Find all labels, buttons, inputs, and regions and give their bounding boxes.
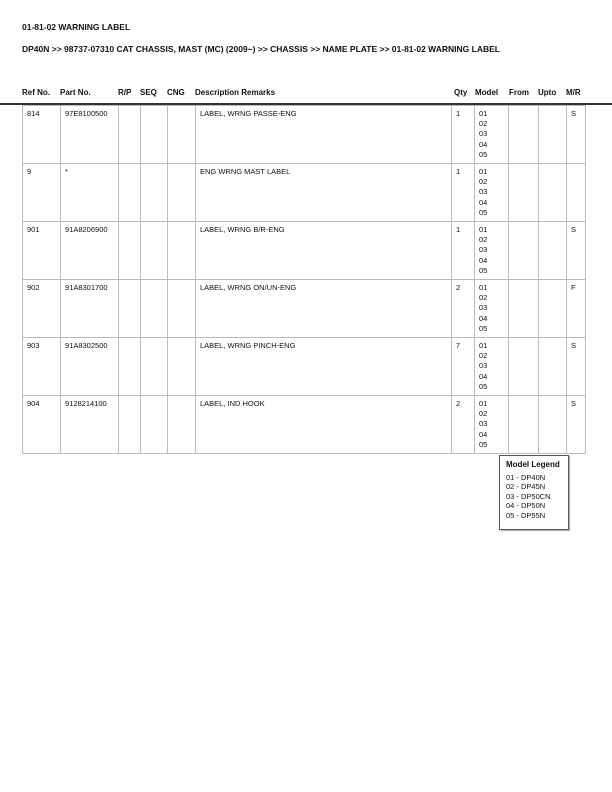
table-row — [23, 106, 586, 164]
upto-cell — [539, 222, 567, 280]
from-cell — [509, 222, 539, 280]
table-row — [23, 222, 586, 280]
model-legend — [499, 455, 569, 530]
qty-cell: 2 — [452, 280, 475, 338]
cng-cell — [168, 396, 196, 454]
table-row — [23, 338, 586, 396]
column-header: M/R — [566, 88, 581, 97]
upto-cell — [539, 280, 567, 338]
page-title: 01-81-02 WARNING LABEL — [22, 22, 131, 32]
part-no-cell: * — [61, 164, 119, 222]
qty-cell: 1 — [452, 106, 475, 164]
column-header: Ref No. — [22, 88, 50, 97]
upto-cell — [539, 164, 567, 222]
column-header: From — [509, 88, 529, 97]
table-row — [23, 396, 586, 454]
model-code: 03 — [479, 245, 488, 255]
model-code: 03 — [479, 187, 488, 197]
rp-cell — [119, 222, 141, 280]
model-cell — [475, 164, 509, 222]
model-code: 02 — [479, 409, 488, 419]
model-cell — [475, 222, 509, 280]
model-code: 04 — [479, 371, 488, 381]
model-cell — [475, 338, 509, 396]
seq-cell — [141, 164, 168, 222]
legend-item: 05 - DP55N — [506, 510, 546, 520]
model-code: 03 — [479, 419, 488, 429]
mr-cell: S — [567, 106, 586, 164]
cng-cell — [168, 222, 196, 280]
from-cell — [509, 396, 539, 454]
model-code: 03 — [479, 303, 488, 313]
model-code: 02 — [479, 177, 488, 187]
model-code: 05 — [479, 207, 488, 217]
upto-cell — [539, 106, 567, 164]
ref-no-cell: 814 — [23, 106, 61, 164]
description-cell: ENG WRNG MAST LABEL — [196, 164, 452, 222]
model-code: 01 — [479, 283, 488, 293]
cng-cell — [168, 106, 196, 164]
from-cell — [509, 338, 539, 396]
model-code: 03 — [479, 361, 488, 371]
description-cell: LABEL, WRNG ON/UN-ENG — [196, 280, 452, 338]
part-no-cell: 91A8301700 — [61, 280, 119, 338]
seq-cell — [141, 280, 168, 338]
cng-cell — [168, 280, 196, 338]
model-code: 02 — [479, 293, 488, 303]
description-cell: LABEL, WRNG PINCH-ENG — [196, 338, 452, 396]
ref-no-cell: 903 — [23, 338, 61, 396]
breadcrumb: DP40N >> 98737-07310 CAT CHASSIS, MAST (MC) (2009~) >> CHASSIS >> NAME PLATE >> 01-81-02 WARNING LABEL — [22, 44, 500, 54]
mr-cell — [567, 164, 586, 222]
column-header: Model — [475, 88, 499, 97]
model-code: 05 — [479, 149, 488, 159]
ref-no-cell: 902 — [23, 280, 61, 338]
part-no-cell: 9128214100 — [61, 396, 119, 454]
mr-cell: F — [567, 280, 586, 338]
cng-cell — [168, 164, 196, 222]
part-no-cell: 97E8100500 — [61, 106, 119, 164]
model-code: 04 — [479, 197, 488, 207]
model-code: 03 — [479, 129, 488, 139]
model-cell — [475, 396, 509, 454]
table-row — [23, 280, 586, 338]
legend-item: 01 - DP40N — [506, 472, 546, 482]
from-cell — [509, 106, 539, 164]
model-code: 05 — [479, 439, 488, 449]
legend-title: Model Legend — [506, 460, 560, 469]
seq-cell — [141, 396, 168, 454]
column-header: SEQ — [140, 88, 157, 97]
upto-cell — [539, 338, 567, 396]
rp-cell — [119, 280, 141, 338]
mr-cell: S — [567, 338, 586, 396]
mr-cell: S — [567, 396, 586, 454]
description-cell: LABEL, WRNG B/R-ENG — [196, 222, 452, 280]
table-row — [23, 164, 586, 222]
legend-item: 02 - DP45N — [506, 482, 546, 491]
column-header: Part No. — [60, 88, 91, 97]
model-cell — [475, 106, 509, 164]
legend-item: 03 - DP50CN — [506, 491, 551, 501]
model-cell — [475, 280, 509, 338]
from-cell — [509, 280, 539, 338]
column-header: CNG — [167, 88, 185, 97]
model-code: 02 — [479, 119, 488, 129]
legend-item: 04 - DP50N — [506, 501, 546, 510]
model-code: 02 — [479, 235, 488, 245]
seq-cell — [141, 106, 168, 164]
column-header: Description Remarks — [195, 88, 276, 97]
rp-cell — [119, 396, 141, 454]
rp-cell — [119, 164, 141, 222]
ref-no-cell: 904 — [23, 396, 61, 454]
rp-cell — [119, 106, 141, 164]
seq-cell — [141, 222, 168, 280]
column-header: R/P — [118, 88, 132, 97]
model-code: 01 — [479, 341, 488, 351]
model-code: 04 — [479, 139, 488, 149]
model-code: 04 — [479, 255, 488, 265]
qty-cell: 1 — [452, 164, 475, 222]
model-code: 05 — [479, 265, 488, 275]
cng-cell — [168, 338, 196, 396]
model-code: 01 — [479, 399, 488, 409]
model-code: 01 — [479, 225, 488, 235]
qty-cell: 2 — [452, 396, 475, 454]
column-header: Upto — [538, 88, 557, 97]
description-cell: LABEL, IND HOOK — [196, 396, 452, 454]
seq-cell — [141, 338, 168, 396]
model-code: 05 — [479, 381, 488, 391]
part-no-cell: 91A8206900 — [61, 222, 119, 280]
mr-cell: S — [567, 222, 586, 280]
model-code: 01 — [479, 109, 488, 118]
rp-cell — [119, 338, 141, 396]
model-code: 01 — [479, 167, 488, 177]
from-cell — [509, 164, 539, 222]
qty-cell: 7 — [452, 338, 475, 396]
column-header: Qty — [454, 88, 468, 97]
model-code: 04 — [479, 429, 488, 439]
ref-no-cell: 901 — [23, 222, 61, 280]
parts-table — [22, 105, 586, 454]
model-code: 04 — [479, 313, 488, 323]
description-cell: LABEL, WRNG PASSE-ENG — [196, 106, 452, 164]
part-no-cell: 91A8302500 — [61, 338, 119, 396]
model-code: 02 — [479, 351, 488, 361]
upto-cell — [539, 396, 567, 454]
model-code: 05 — [479, 323, 488, 333]
qty-cell: 1 — [452, 222, 475, 280]
ref-no-cell: 9 — [23, 164, 61, 222]
